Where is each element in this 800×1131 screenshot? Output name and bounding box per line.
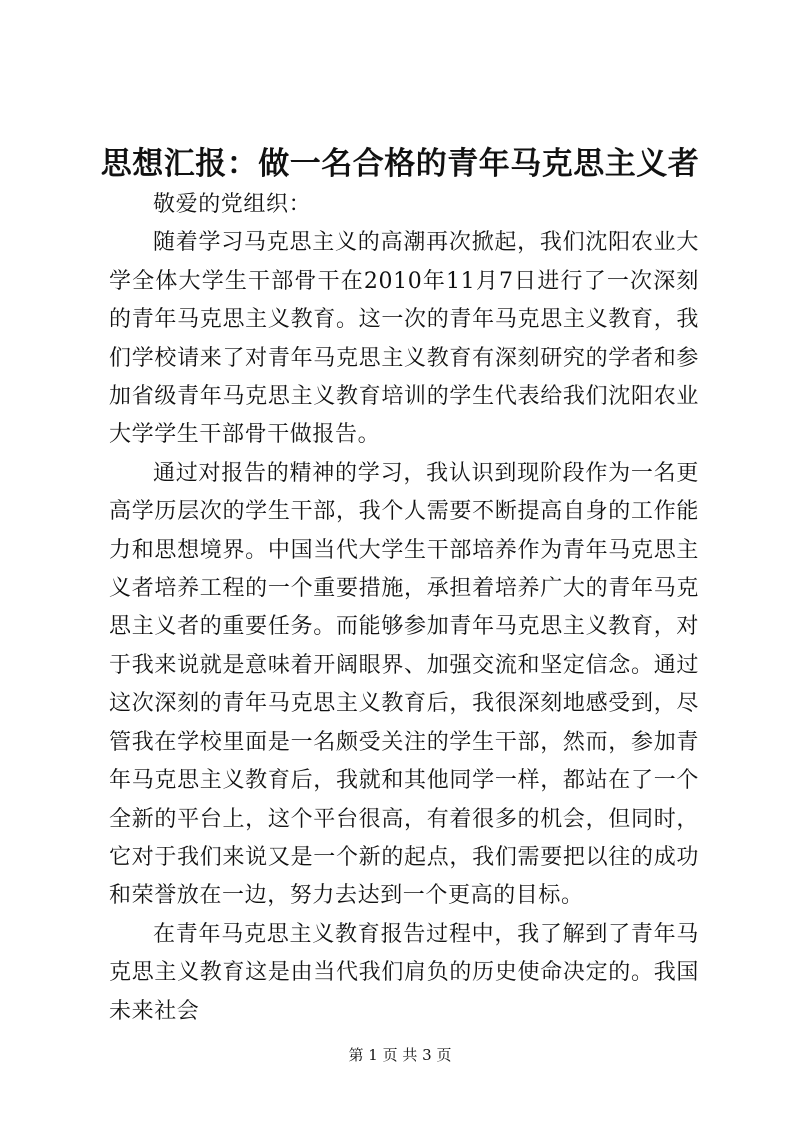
- document-title: 思想汇报：做一名合格的青年马克思主义者: [100, 146, 700, 182]
- paragraph-2: 通过对报告的精神的学习，我认识到现阶段作为一名更高学历层次的学生干部，我个人需要不断提高自身的工作能力和思想境界。中国当代大学生干部培养作为青年马克思主义者培养工程的一个重要措施，承担着培养广大的青年马克思主义者的重要任务。而能够参加青年马克思主义教育，对于我来说就是意味着开阔眼界、加强交流和坚定信念。通过这次深刻的青年马克思主义教育后，我很深刻地感受到，尽管我在学校里面是一名颇受关注的学生干部，然而，参加青年马克思主义教育后，我就和其他同学一样，都站在了一个全新的平台上，这个平台很高，有着很多的机会，但同时，它对于我们来说又是一个新的起点，我们需要把以往的成功和荣誉放在一边，努力去达到一个更高的目标。: [109, 460, 699, 909]
- document-body: [109, 186, 699, 1031]
- page-footer: 第 1 页 共 3 页: [348, 1046, 452, 1064]
- paragraph-3: 在青年马克思主义教育报告过程中，我了解到了青年马克思主义教育这是由当代我们肩负的历史使命决定的。我国未来社会: [109, 921, 699, 1024]
- salutation: 敬爱的党组织：: [153, 192, 312, 217]
- paragraph-1: 随着学习马克思主义的高潮再次掀起，我们沈阳农业大学全体大学生干部骨干在2010年11月7日进行了一次深刻的青年马克思主义教育。这一次的青年马克思主义教育，我们学校请来了对青年马克思主义教育有深刻研究的学者和参加省级青年马克思主义教育培训的学生代表给我们沈阳农业大学学生干部骨干做报告。: [109, 230, 699, 448]
